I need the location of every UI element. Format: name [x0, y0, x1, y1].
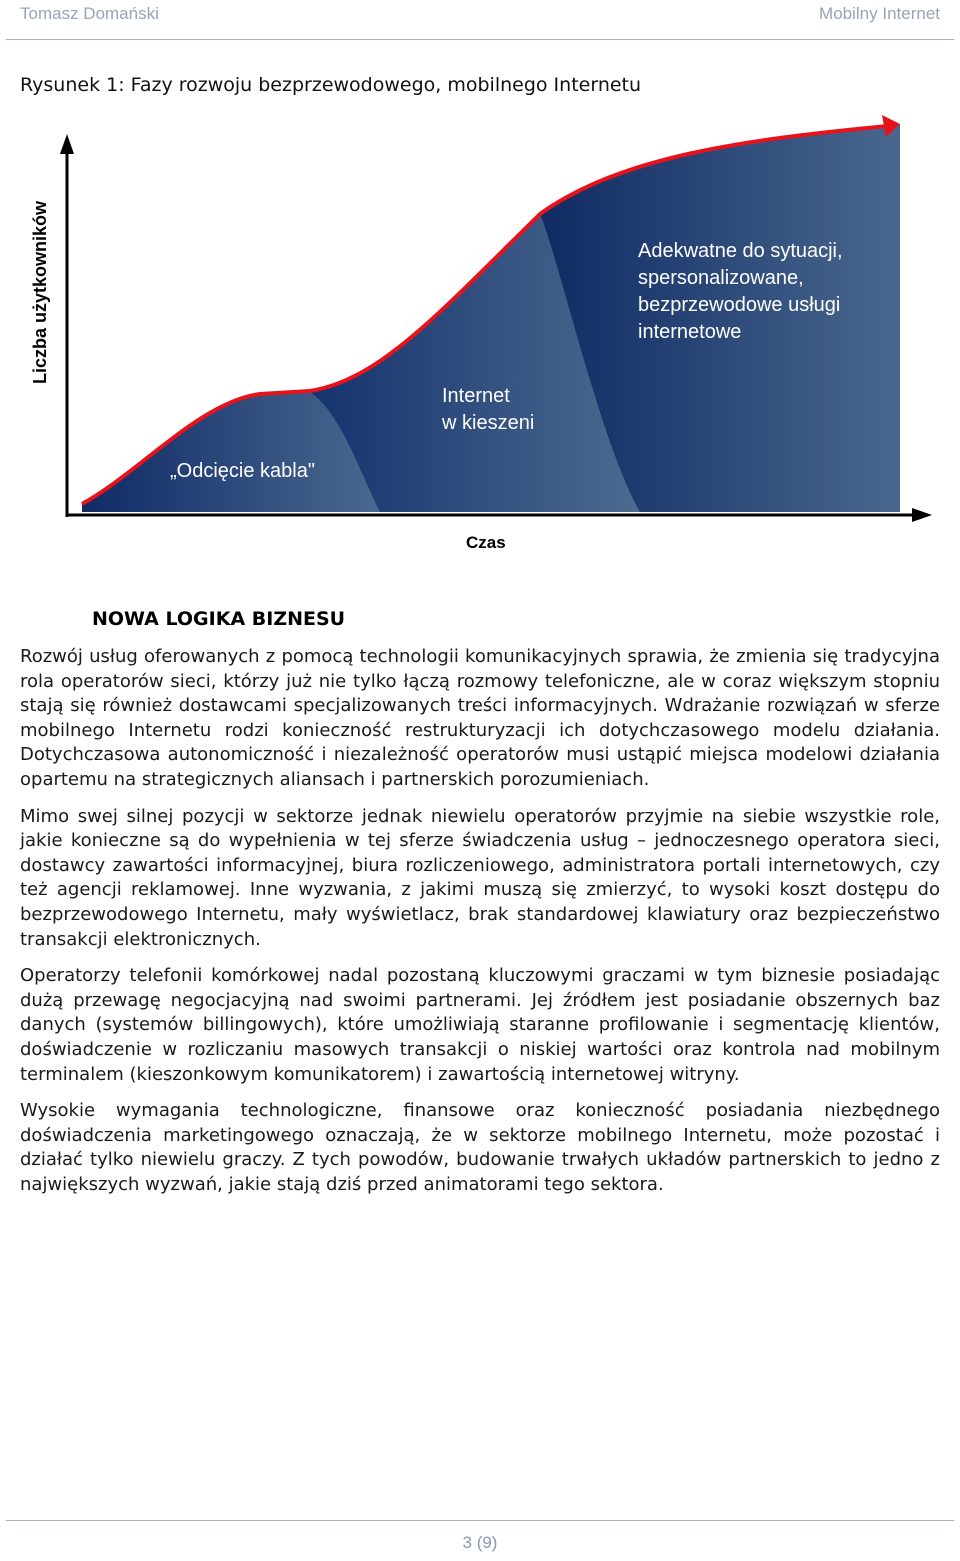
- page-number: 3 (9): [462, 1533, 498, 1552]
- page-header: [0, 0, 960, 40]
- paragraph-2: Mimo swej silnej pozycji w sektorze jednak niewielu operatorów przyjmie na siebie wszystkie role, jakie konieczne są do wypełnienia w tej sferze świadczenia usług – jednoczesnego operatora sieci, dostawcy zawartości informacyjnej, biura rozliczeniowego, administratora portali internetowych, czy też agencji reklamowej. Inne wyzwania, z jakimi muszą się zmierzyć, to wysoki koszt dostępu do bezprzewodowego Internetu, mały wyświetlacz, brak standardowej klawiatury oraz bezpieczeństwo transakcji elektronicznych.: [20, 805, 940, 950]
- phase3-label-line2: spersonalizowane,: [638, 267, 804, 289]
- y-axis-label: Liczba użytkowników: [30, 200, 50, 384]
- y-axis-arrow: [60, 134, 74, 154]
- paragraph-1: Rozwój usług oferowanych z pomocą technologii komunikacyjnych sprawia, że zmienia się tradycyjna rola operatorów sieci, którzy już nie tylko łączą rozmowy telefoniczne, ale w coraz większym stopniu stają się również dostawcami specjalizowanych treści informacyjnych. Wdrażanie rozwiązań w sferze mobilnego Internetu rodzi konieczność restrukturyzacji ich dotychczasowego modelu działania. Dotychczasowa autonomiczność i niezależność operatorów musi ustąpić miejsca modelowi działania opartemu na strategicznych aliansach i partnerskich porozumieniach.: [20, 646, 940, 790]
- phase1-label: „Odcięcie kabla": [170, 460, 315, 482]
- footer-divider: [6, 1520, 954, 1521]
- phase2-label-line1: Internet: [442, 385, 510, 407]
- header-title: Mobilny Internet: [819, 4, 940, 23]
- header-author: Tomasz Domański: [20, 4, 159, 23]
- header-divider: [6, 39, 954, 40]
- phase2-label-line2: w kieszeni: [442, 412, 535, 434]
- phase3-label-line3: bezprzewodowe usługi: [638, 294, 841, 316]
- paragraph-4: Wysokie wymagania technologiczne, finansowe oraz konieczność posiadania niezbędnego doświadczenia marketingowego oznaczają, że w sektorze mobilnego Internetu, może pozostać i działać tylko niewielu graczy. Z tych powodów, budowanie trwałych układów partnerskich to jedno z największych wyzwań, jakie stają dziś przed animatorami tego sektora.: [20, 1100, 940, 1195]
- paragraph-3: Operatorzy telefonii komórkowej nadal pozostaną kluczowymi graczami w tym biznesie posiadając dużą przewagę negocjacyjną nad swoimi partnerami. Jej źródłem jest posiadanie obszernych baz danych (systemów billingowych), które umożliwiają staranne profilowanie i segmentację klientów, doświadczenie w rozliczaniu masowych transakcji o niskiej wartości oraz kontrola nad mobilnym terminalem (kieszonkowym komunikatorem) i zawartością internetowej witryny.: [20, 965, 940, 1085]
- x-axis-label: Czas: [466, 533, 506, 552]
- body-text: [20, 645, 940, 1209]
- figure-caption: Rysunek 1: Fazy rozwoju bezprzewodowego, mobilnego Internetu: [20, 74, 642, 96]
- phases-figure: [20, 112, 940, 562]
- phase3-label-line1: Adekwatne do sytuacji,: [638, 240, 843, 262]
- section-heading: NOWA LOGIKA BIZNESU: [92, 608, 346, 630]
- x-axis-arrow: [912, 508, 932, 522]
- phase3-label-line4: internetowe: [638, 321, 742, 343]
